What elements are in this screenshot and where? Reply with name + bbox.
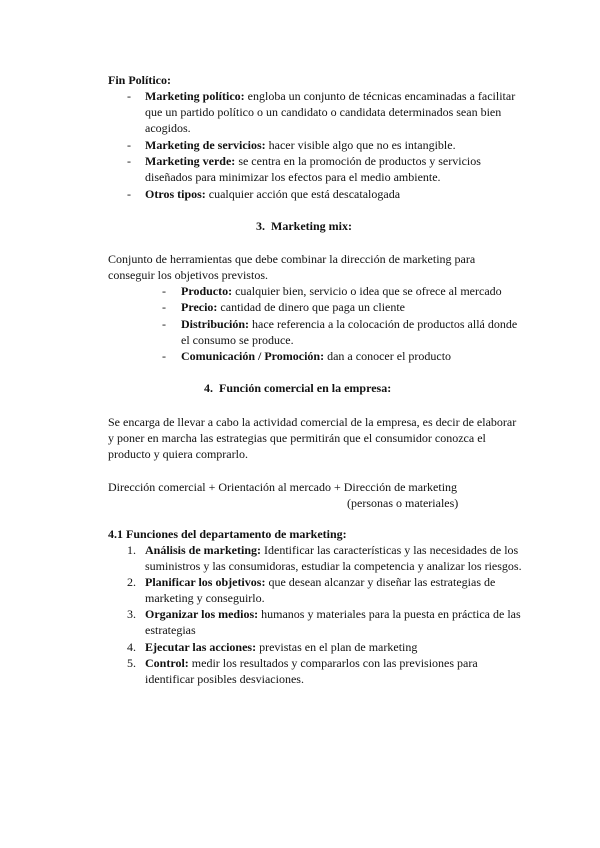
definition: cualquier acción que está descatalogada — [208, 187, 401, 201]
list-item-continuation: marketing y conseguirlo. — [145, 591, 265, 605]
section-4-1-heading: 4.1 Funciones del departamento de marketing: — [108, 527, 347, 541]
section-4-intro: producto y quiera comprarlo. — [108, 447, 248, 461]
term: Distribución: — [181, 317, 250, 331]
term: Comunicación / Promoción: — [181, 349, 325, 363]
list-item-control — [145, 655, 478, 671]
term: Marketing verde: — [145, 154, 236, 168]
section-4-heading — [204, 380, 391, 396]
term: Otros tipos: — [145, 187, 206, 201]
list-item-ejecutar — [145, 639, 417, 655]
section-number: 3. — [256, 219, 265, 233]
bullet-dash: - — [162, 317, 166, 331]
bullet-dash: - — [127, 138, 131, 152]
bullet-dash: - — [162, 284, 166, 298]
section-3-intro: conseguir los objetivos previstos. — [108, 268, 268, 282]
list-item-continuation: identificar posibles desviaciones. — [145, 672, 304, 686]
list-item-comunicacion — [181, 348, 451, 364]
list-number: 5. — [127, 656, 136, 670]
term: Control: — [145, 656, 189, 670]
list-number: 3. — [127, 607, 136, 621]
definition: humanos y materiales para la puesta en práctica de las — [261, 607, 521, 621]
section-title: Marketing mix: — [271, 219, 352, 233]
definition: medir los resultados y compararlos con las previsiones para — [191, 656, 478, 670]
term: Producto: — [181, 284, 233, 298]
list-item-continuation: suministros y las consumidoras, estudiar la competencia y analizar los riesgos. — [145, 559, 522, 573]
list-number: 1. — [127, 543, 136, 557]
definition: engloba un conjunto de técnicas encaminadas a facilitar — [247, 89, 516, 103]
term: Marketing político: — [145, 89, 245, 103]
term: Análisis de marketing: — [145, 543, 262, 557]
list-item-continuation: el consumo se produce. — [181, 333, 294, 347]
bullet-dash: - — [127, 187, 131, 201]
list-item-otros-tipos — [145, 186, 400, 202]
section-number: 4. — [204, 381, 213, 395]
list-item-distribucion — [181, 316, 517, 332]
list-item-analisis — [145, 542, 518, 558]
section-3-intro: Conjunto de herramientas que debe combinar la dirección de marketing para — [108, 252, 476, 266]
definition: hacer visible algo que no es intangible. — [268, 138, 456, 152]
term: Organizar los medios: — [145, 607, 259, 621]
list-item-organizar — [145, 606, 521, 622]
bullet-dash: - — [162, 349, 166, 363]
fin-politico-heading: Fin Político: — [108, 73, 171, 87]
section-4-intro: Se encarga de llevar a cabo la actividad comercial de la empresa, es decir de elaborar — [108, 415, 517, 429]
bullet-dash: - — [127, 89, 131, 103]
definition: cantidad de dinero que paga un cliente — [220, 300, 406, 314]
list-number: 2. — [127, 575, 136, 589]
list-item-marketing-politico — [145, 88, 515, 104]
list-item-marketing-servicios — [145, 137, 456, 153]
definition: se centra en la promoción de productos y servicios — [238, 154, 481, 168]
bullet-dash: - — [127, 154, 131, 168]
definition: Identificar las características y las necesidades de los — [264, 543, 519, 557]
definition: cualquier bien, servicio o idea que se ofrece al mercado — [235, 284, 502, 298]
formula: Dirección comercial + Orientación al mercado + Dirección de marketing — [108, 480, 458, 494]
term: Precio: — [181, 300, 218, 314]
section-3-heading — [256, 218, 352, 234]
list-item-precio — [181, 299, 405, 315]
definition: previstas en el plan de marketing — [259, 640, 418, 654]
term: Ejecutar las acciones: — [145, 640, 257, 654]
list-item-marketing-verde — [145, 153, 481, 169]
term: Planificar los objetivos: — [145, 575, 266, 589]
list-item-continuation: diseñados para minimizar los efectos para el medio ambiente. — [145, 170, 441, 184]
section-4-intro: y poner en marcha las estrategias que permitirán que el consumidor conozca el — [108, 431, 486, 445]
formula-note: (personas o materiales) — [347, 496, 459, 510]
list-item-planificar — [145, 574, 495, 590]
section-title: Función comercial en la empresa: — [219, 381, 392, 395]
bullet-dash: - — [162, 300, 166, 314]
list-number: 4. — [127, 640, 136, 654]
list-item-producto — [181, 283, 502, 299]
definition: que desean alcanzar y diseñar las estrategias de — [268, 575, 496, 589]
list-item-continuation: estrategias — [145, 623, 196, 637]
list-item-continuation: que un partido político o un candidato o candidata determinados sean bien — [145, 105, 502, 119]
term: Marketing de servicios: — [145, 138, 266, 152]
list-item-continuation: acogidos. — [145, 121, 191, 135]
definition: hace referencia a la colocación de productos allá donde — [252, 317, 518, 331]
definition: dan a conocer el producto — [327, 349, 452, 363]
